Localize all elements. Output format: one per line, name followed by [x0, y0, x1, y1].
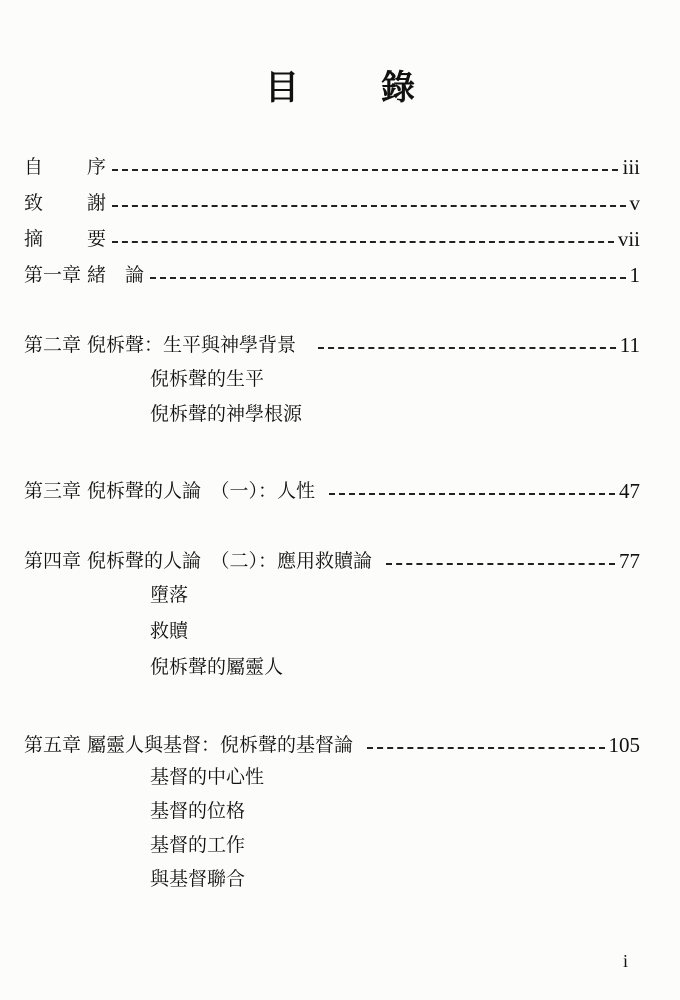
toc-subsection[interactable]: 倪柝聲的屬靈人 — [150, 656, 284, 678]
entry-page-number: iii — [622, 155, 640, 179]
page-title: 目 錄 — [265, 68, 439, 108]
dot-leader — [386, 563, 615, 565]
dot-leader — [112, 169, 618, 171]
toc-subsection[interactable]: 基督的工作 — [150, 834, 246, 856]
dot-leader — [112, 205, 626, 207]
toc-subsection[interactable]: 倪柝聲的神學根源 — [150, 403, 303, 425]
chapter-title: 緒 論 — [87, 264, 145, 286]
entry-page-number: 77 — [619, 549, 640, 573]
toc-subsection[interactable]: 救贖 — [150, 620, 189, 642]
toc-entry-chapter-5[interactable] — [24, 726, 640, 758]
toc-subsection[interactable]: 與基督聯合 — [150, 868, 246, 890]
chapter-number: 第五章 — [24, 734, 82, 756]
chapter-number: 第二章 — [24, 334, 82, 356]
entry-label: 致 謝 — [24, 192, 106, 214]
toc-entry-chapter-3[interactable] — [24, 472, 640, 504]
entry-page-number: 1 — [629, 263, 640, 287]
entry-page-number: 105 — [608, 733, 640, 757]
chapter-title: 倪柝聲的人論 （二）：應用救贖論 — [87, 550, 373, 572]
entry-page-number: vii — [617, 227, 640, 251]
toc-subsection[interactable]: 墮落 — [150, 584, 189, 606]
entry-label: 自 序 — [24, 156, 106, 178]
chapter-title: 倪柝聲：生平與神學背景 — [87, 334, 297, 356]
chapter-number: 第四章 — [24, 550, 82, 572]
toc-subsection[interactable]: 基督的中心性 — [150, 766, 265, 788]
toc-entry-preface[interactable] — [24, 148, 640, 180]
chapter-title: 屬靈人與基督：倪柝聲的基督論 — [87, 734, 354, 756]
chapter-number: 第一章 — [24, 264, 82, 286]
dot-leader — [329, 493, 615, 495]
dot-leader — [150, 277, 625, 279]
chapter-number: 第三章 — [24, 480, 82, 502]
dot-leader — [367, 747, 604, 749]
toc-entry-acknowledgements[interactable] — [24, 184, 640, 216]
toc-entry-chapter-4[interactable] — [24, 542, 640, 574]
entry-label: 摘 要 — [24, 228, 106, 250]
toc-entry-chapter-2[interactable] — [24, 326, 640, 358]
dot-leader — [318, 347, 616, 349]
entry-page-number: 11 — [619, 333, 640, 357]
toc-entry-chapter-1[interactable] — [24, 256, 640, 288]
entry-page-number: v — [629, 191, 640, 215]
page-number: i — [622, 951, 628, 971]
entry-page-number: 47 — [619, 479, 640, 503]
dot-leader — [112, 241, 614, 243]
toc-subsection[interactable]: 倪柝聲的生平 — [150, 368, 265, 390]
toc-subsection[interactable]: 基督的位格 — [150, 800, 246, 822]
toc-entry-abstract[interactable] — [24, 220, 640, 252]
chapter-title: 倪柝聲的人論 （一）：人性 — [87, 480, 316, 502]
